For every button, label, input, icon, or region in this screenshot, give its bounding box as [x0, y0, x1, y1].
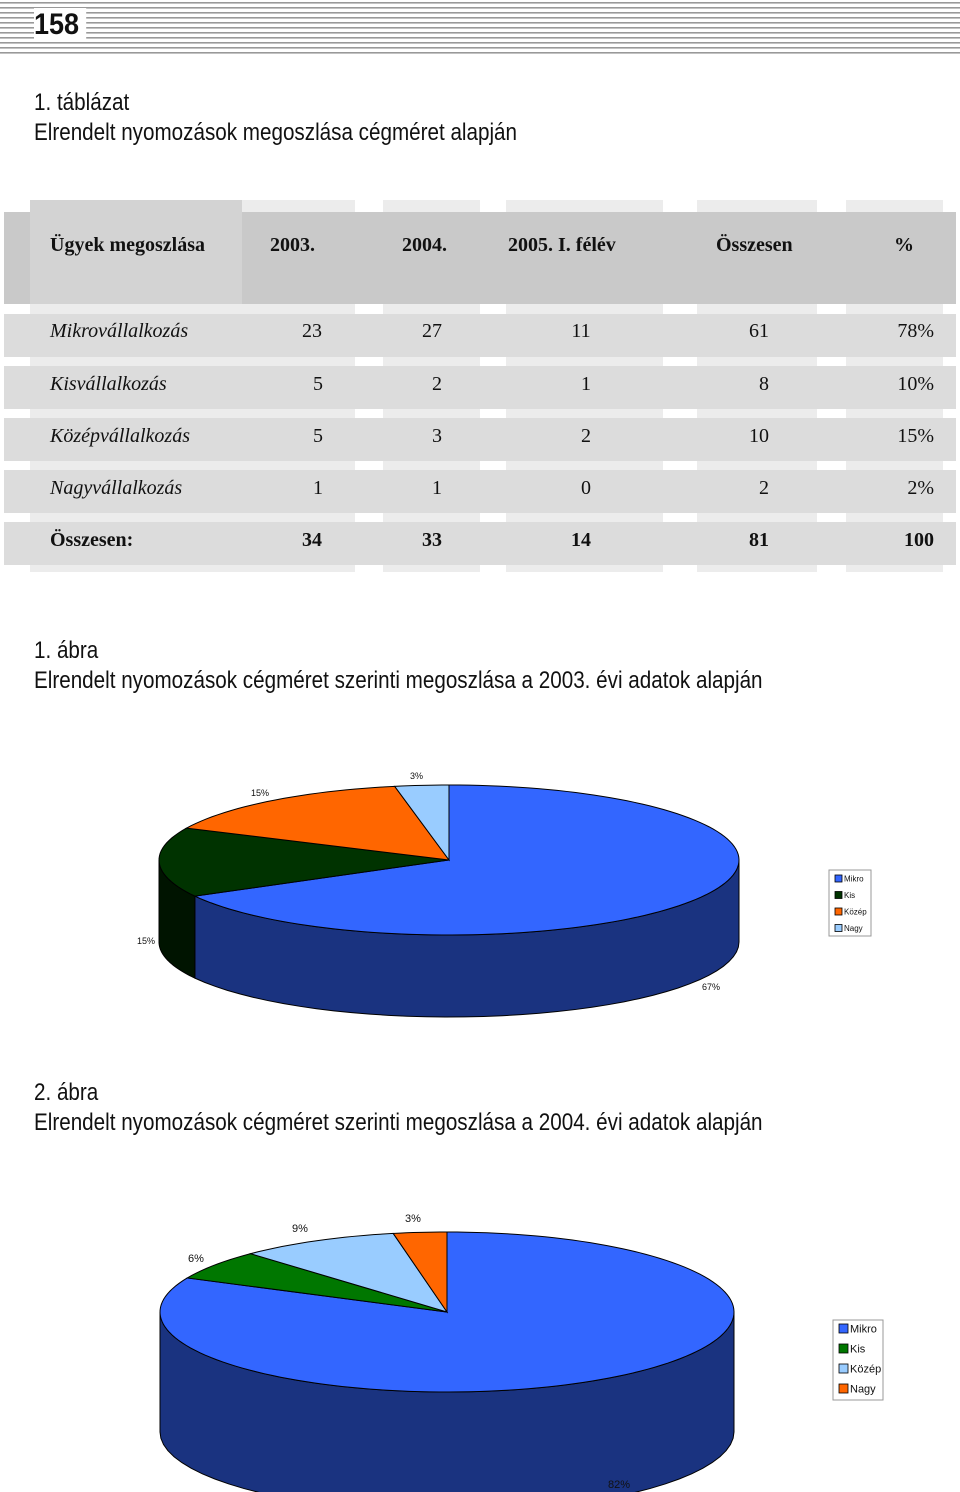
total-cell: 81 [749, 529, 769, 551]
pie-label-mikro: 82% [608, 1479, 631, 1491]
figure1-caption-title: Elrendelt nyomozások cégméret szerinti megoszlása a 2003. évi adatok alapján [34, 667, 763, 694]
row-label: Kisvállalkozás [50, 373, 167, 395]
legend-label-mikro: Mikro [844, 874, 864, 884]
header-stripe [0, 22, 960, 24]
table-cell: 5 [313, 373, 323, 395]
legend-label-nagy: Nagy [844, 924, 863, 933]
figure1-caption [34, 636, 763, 696]
legend-swatch-közép [835, 908, 842, 915]
header-stripe [0, 32, 960, 34]
table-cell: 1 [581, 373, 591, 395]
legend-swatch-kis [835, 892, 842, 899]
header-stripe [0, 52, 960, 54]
header-stripe [0, 17, 960, 19]
table-cell: 78% [897, 320, 934, 342]
legend-label-nagy: Nagy [850, 1383, 876, 1396]
pie-chart-2004 [0, 1180, 960, 1492]
table-cell: 8 [759, 373, 769, 395]
pie-label-kis: 6% [188, 1253, 204, 1265]
table-cell: 2 [759, 477, 769, 499]
header-cell: Összesen [716, 234, 793, 256]
header-cell: 2003. [270, 234, 315, 256]
legend-swatch-mikro [839, 1324, 848, 1333]
figure2-caption-title: Elrendelt nyomozások cégméret szerinti megoszlása a 2004. évi adatok alapján [34, 1109, 763, 1136]
row-label: Középvállalkozás [50, 425, 190, 447]
legend-label-kis: Kis [844, 891, 856, 900]
row-label: Mikrovállalkozás [50, 320, 189, 342]
figure2-caption-number: 2. ábra [34, 1079, 99, 1106]
header-stripe [0, 42, 960, 44]
legend-swatch-nagy [839, 1384, 848, 1393]
table-cell: 2 [432, 373, 442, 395]
table-cell: 3 [432, 425, 442, 447]
legend-swatch-nagy [835, 925, 842, 932]
table-cell: 10 [749, 425, 769, 447]
legend-swatch-kis [839, 1344, 848, 1353]
table-cell: 5 [313, 425, 323, 447]
table-cell: 0 [581, 477, 591, 499]
table-cell: 1 [432, 477, 442, 499]
table-caption-number: 1. táblázat [34, 89, 130, 116]
row-label: Nagyvállalkozás [50, 477, 183, 499]
pie-label-nagy: 3% [405, 1213, 421, 1225]
table-cell: 61 [749, 320, 769, 342]
table-caption-title: Elrendelt nyomozások megoszlása cégméret alapján [34, 119, 518, 146]
table-cell: 23 [302, 320, 322, 342]
pie-label-közép: 15% [251, 788, 270, 798]
table-cell: 1 [313, 477, 323, 499]
header-stripes [0, 0, 960, 58]
header-stripe [0, 2, 960, 4]
total-cell: 14 [571, 529, 591, 551]
pie-label-mikro: 67% [702, 982, 721, 992]
table-cell: 11 [571, 320, 591, 342]
header-cell: 2004. [402, 234, 447, 256]
header-stripe [0, 47, 960, 49]
header-cell: 2005. I. félév [508, 234, 616, 256]
figure1-caption-number: 1. ábra [34, 637, 99, 664]
legend-label-kis: Kis [850, 1343, 866, 1356]
table-row-bg [4, 522, 956, 565]
table-cell: 27 [422, 320, 442, 342]
pie-label-közép: 9% [292, 1223, 308, 1235]
total-cell: 34 [302, 529, 322, 551]
legend-label-közép: Közép [850, 1363, 882, 1376]
figure2-caption [34, 1078, 763, 1138]
header-stripe [0, 27, 960, 29]
header-stripe [0, 37, 960, 39]
header-stripe [0, 7, 960, 9]
header-cell: % [894, 234, 914, 256]
pie-label-nagy: 3% [410, 771, 424, 781]
header-cell: Ügyek megoszlása [50, 234, 205, 256]
page-number: 158 [34, 8, 86, 42]
total-label: Összesen: [50, 529, 134, 551]
table-cell: 10% [897, 373, 934, 395]
header-stripe [0, 12, 960, 14]
pie-chart-2003 [0, 740, 960, 1060]
legend-label-közép: Közép [844, 907, 867, 917]
table-cell: 2 [581, 425, 591, 447]
legend-label-mikro: Mikro [850, 1323, 877, 1336]
table-cell: 2% [907, 477, 934, 499]
table-caption [34, 88, 517, 148]
pie-label-kis: 15% [137, 936, 156, 946]
total-cell: 100 [904, 529, 934, 551]
legend-swatch-közép [839, 1364, 848, 1373]
legend-swatch-mikro [835, 875, 842, 882]
total-cell: 33 [422, 529, 442, 551]
table-cell: 15% [897, 425, 934, 447]
